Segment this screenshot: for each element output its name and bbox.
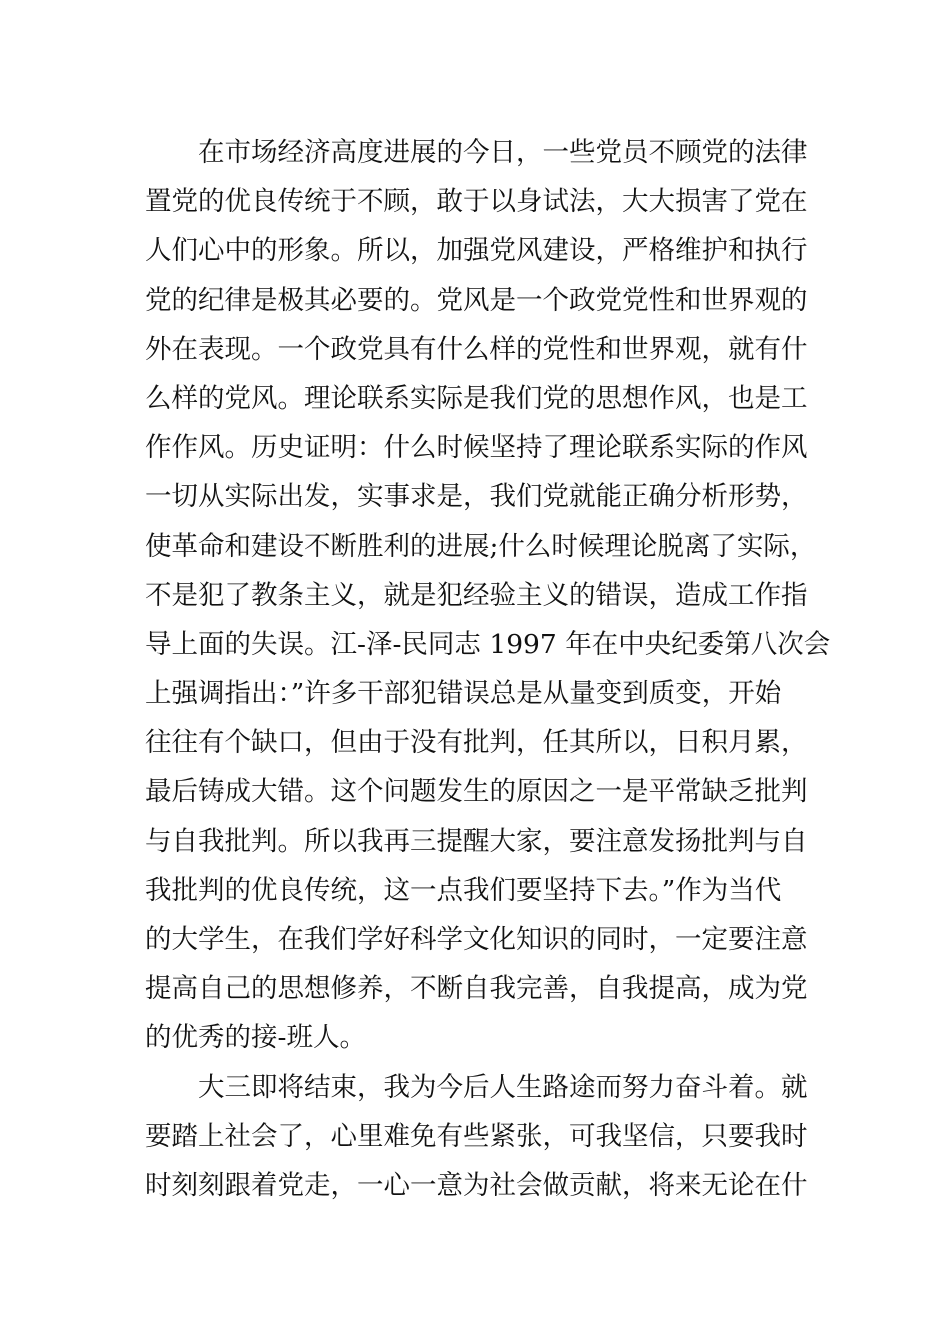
text-line: 的优秀的接-班人。 bbox=[145, 1022, 366, 1054]
text-line: 我批判的优良传统，这一点我们要坚持下去。”作为当代 bbox=[145, 874, 782, 906]
text-line: 上强调指出：”许多干部犯错误总是从量变到质变，开始 bbox=[145, 678, 782, 710]
text-line: 的大学生，在我们学好科学文化知识的同时，一定要注意 bbox=[145, 924, 808, 955]
text-line: 么样的党风。理论联系实际是我们党的思想作风，也是工 bbox=[145, 382, 808, 414]
text-line: 置党的优良传统于不顾，敢于以身试法，大大损害了党在 bbox=[145, 186, 808, 218]
text-line: 往往有个缺口，但由于没有批判，任其所以，日积月累， bbox=[145, 727, 808, 759]
text-line: 党的纪律是极其必要的。党风是一个政党党性和世界观的 bbox=[145, 284, 808, 316]
text-line: 提高自己的思想修养，不断自我完善，自我提高，成为党 bbox=[145, 973, 808, 1005]
text-line: 不是犯了教条主义，就是犯经验主义的错误，造成工作指 bbox=[145, 579, 808, 611]
text-line: 最后铸成大错。这个问题发生的原因之一是平常缺乏批判 bbox=[145, 776, 808, 808]
text-line: 导上面的失误。江-泽-民同志 1997 年在中央纪委第八次会 bbox=[145, 628, 831, 660]
text-line: 要踏上社会了，心里难免有些紧张，可我坚信，只要我时 bbox=[145, 1120, 808, 1152]
text-line: 一切从实际出发，实事求是，我们党就能正确分析形势， bbox=[145, 481, 808, 513]
text-line: 人们心中的形象。所以，加强党风建设，严格维护和执行 bbox=[145, 235, 808, 267]
text-line: 作作风。历史证明：什么时候坚持了理论联系实际的作风 bbox=[145, 432, 808, 464]
text-line: 大三即将结束，我为今后人生路途而努力奋斗着。就 bbox=[198, 1071, 808, 1103]
paragraph-1 bbox=[145, 128, 831, 1063]
text-line: 与自我批判。所以我再三提醒大家，要注意发扬批判与自 bbox=[145, 825, 808, 857]
text-line: 在市场经济高度进展的今日，一些党员不顾党的法律 bbox=[198, 137, 808, 168]
text-line: 使革命和建设不断胜利的进展;什么时候理论脱离了实际， bbox=[145, 530, 817, 562]
paragraph-2 bbox=[145, 1063, 810, 1211]
body-text bbox=[145, 128, 831, 1210]
text-line: 时刻刻跟着党走，一心一意为社会做贡献，将来无论在什 bbox=[145, 1169, 808, 1201]
text-line: 外在表现。一个政党具有什么样的党性和世界观，就有什 bbox=[145, 333, 808, 365]
